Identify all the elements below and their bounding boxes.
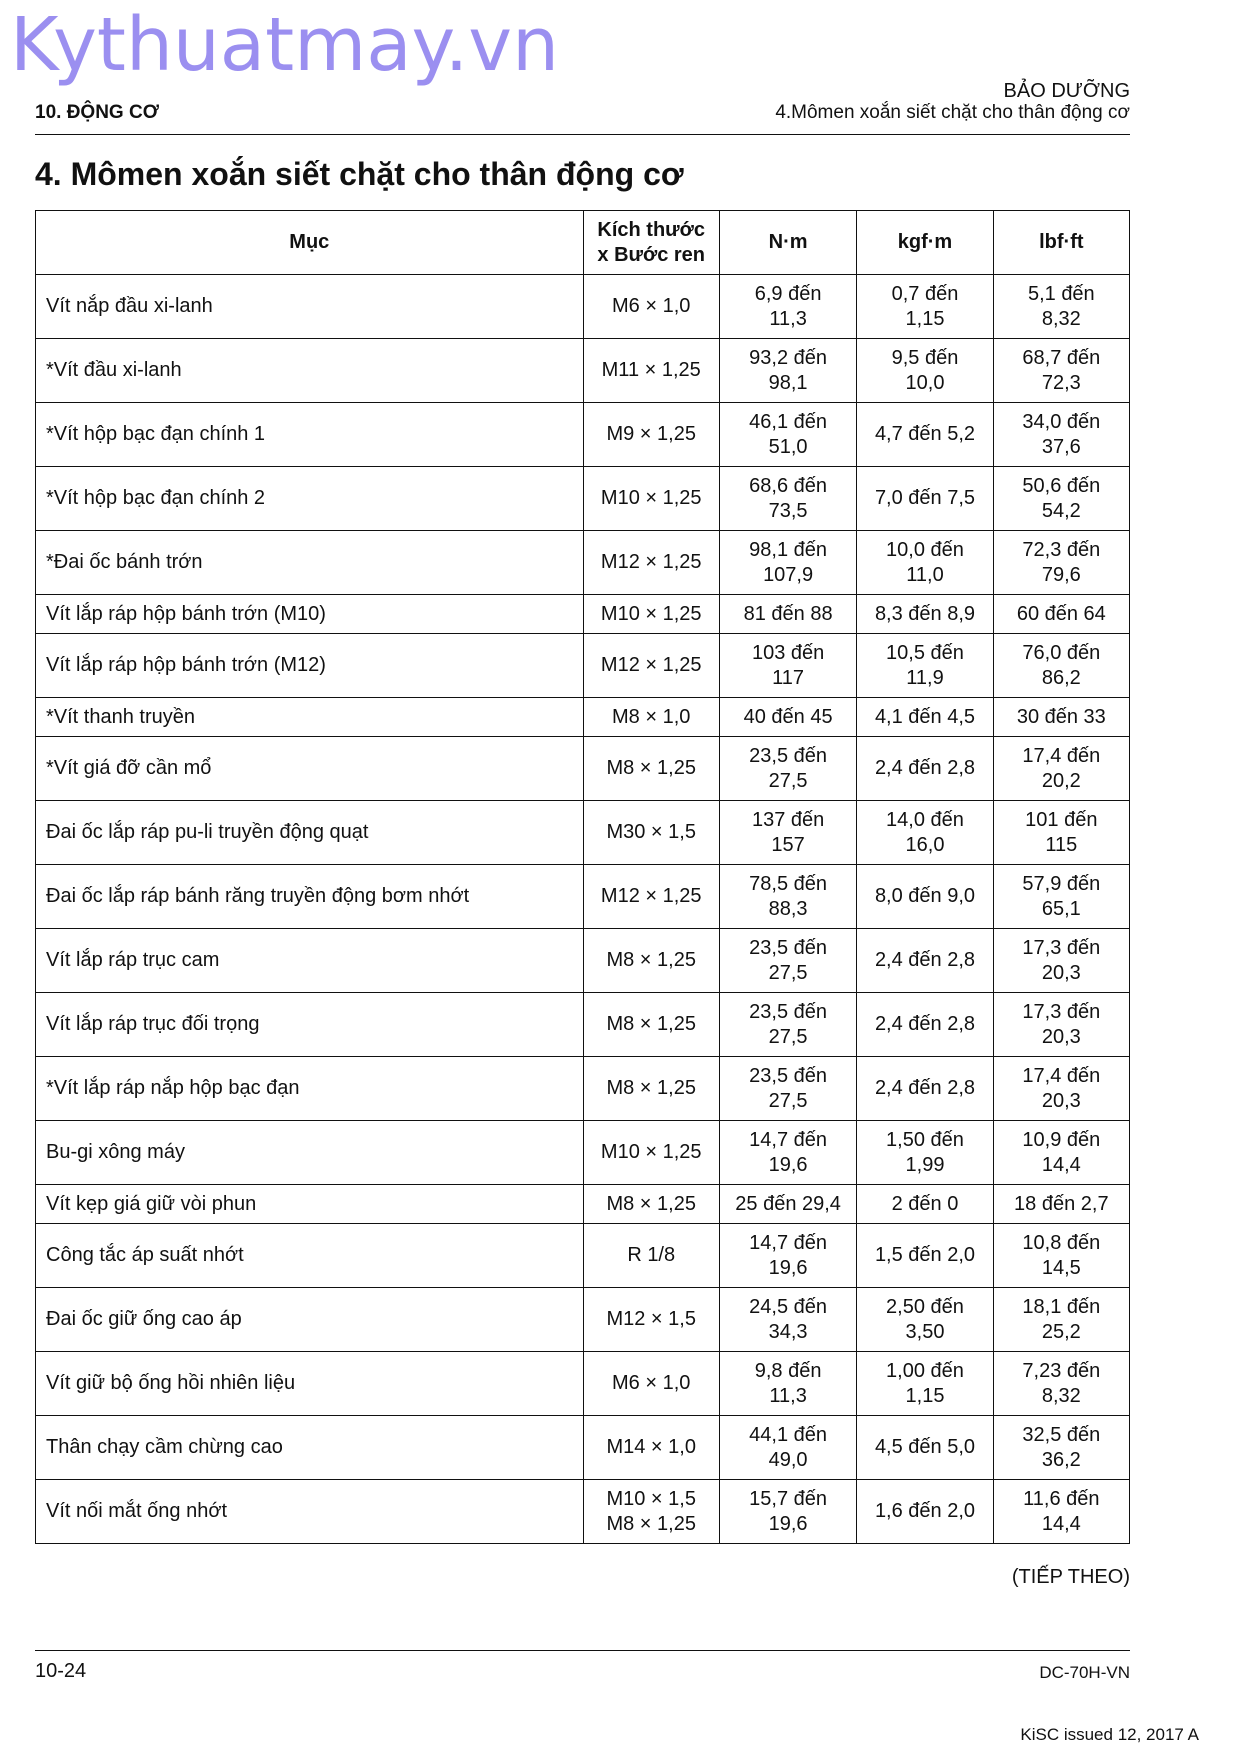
value-cell: 57,9 đến 65,1 bbox=[993, 865, 1129, 929]
value-cell: 23,5 đến 27,5 bbox=[719, 737, 856, 801]
value-cell: 32,5 đến 36,2 bbox=[993, 1416, 1129, 1480]
document-code: DC-70H-VN bbox=[1039, 1663, 1130, 1682]
column-header: Mục bbox=[36, 211, 584, 275]
value-cell: 17,3 đến 20,3 bbox=[993, 929, 1129, 993]
value-cell: 9,8 đến 11,3 bbox=[719, 1352, 856, 1416]
value-cell: 5,1 đến 8,32 bbox=[993, 275, 1129, 339]
value-cell: M8 × 1,25 bbox=[583, 929, 719, 993]
value-cell: 7,23 đến 8,32 bbox=[993, 1352, 1129, 1416]
value-cell: 15,7 đến 19,6 bbox=[719, 1480, 856, 1544]
item-name-cell: *Vít hộp bạc đạn chính 1 bbox=[36, 403, 584, 467]
value-cell: 34,0 đến 37,6 bbox=[993, 403, 1129, 467]
item-name-cell: Vít lắp ráp trục đối trọng bbox=[36, 993, 584, 1057]
value-cell: 103 đến 117 bbox=[719, 634, 856, 698]
value-cell: 76,0 đến 86,2 bbox=[993, 634, 1129, 698]
value-cell: M12 × 1,5 bbox=[583, 1288, 719, 1352]
value-cell: M12 × 1,25 bbox=[583, 634, 719, 698]
value-cell: 23,5 đến 27,5 bbox=[719, 929, 856, 993]
value-cell: 18,1 đến 25,2 bbox=[993, 1288, 1129, 1352]
issue-note: KiSC issued 12, 2017 A bbox=[1020, 1725, 1199, 1744]
value-cell: 8,0 đến 9,0 bbox=[857, 865, 993, 929]
item-name-cell: *Đai ốc bánh trớn bbox=[36, 531, 584, 595]
value-cell: 30 đến 33 bbox=[993, 698, 1129, 737]
value-cell: M10 × 1,25 bbox=[583, 595, 719, 634]
table-header-row bbox=[36, 211, 1130, 275]
value-cell: 1,50 đến 1,99 bbox=[857, 1121, 993, 1185]
value-cell: 23,5 đến 27,5 bbox=[719, 993, 856, 1057]
value-cell: 10,5 đến 11,9 bbox=[857, 634, 993, 698]
header-section: 10. ĐỘNG CƠ bbox=[35, 102, 159, 123]
column-header: N·m bbox=[719, 211, 856, 275]
item-name-cell: Vít nắp đầu xi-lanh bbox=[36, 275, 584, 339]
table-row bbox=[36, 634, 1130, 698]
value-cell: 40 đến 45 bbox=[719, 698, 856, 737]
value-cell: M6 × 1,0 bbox=[583, 275, 719, 339]
value-cell: 17,3 đến 20,3 bbox=[993, 993, 1129, 1057]
item-name-cell: *Vít hộp bạc đạn chính 2 bbox=[36, 467, 584, 531]
table-row bbox=[36, 1057, 1130, 1121]
value-cell: 50,6 đến 54,2 bbox=[993, 467, 1129, 531]
table-row bbox=[36, 1121, 1130, 1185]
value-cell: 1,6 đến 2,0 bbox=[857, 1480, 993, 1544]
value-cell: 10,8 đến 14,5 bbox=[993, 1224, 1129, 1288]
value-cell: R 1/8 bbox=[583, 1224, 719, 1288]
value-cell: M9 × 1,25 bbox=[583, 403, 719, 467]
page-title: 4. Mômen xoắn siết chặt cho thân động cơ bbox=[35, 156, 684, 192]
item-name-cell: Thân chạy cầm chừng cao bbox=[36, 1416, 584, 1480]
table-row bbox=[36, 339, 1130, 403]
value-cell: 10,0 đến 11,0 bbox=[857, 531, 993, 595]
table-body bbox=[36, 275, 1130, 1544]
value-cell: 44,1 đến 49,0 bbox=[719, 1416, 856, 1480]
value-cell: 2 đến 0 bbox=[857, 1185, 993, 1224]
value-cell: 17,4 đến 20,3 bbox=[993, 1057, 1129, 1121]
table-row bbox=[36, 531, 1130, 595]
torque-table bbox=[35, 210, 1130, 1544]
value-cell: 78,5 đến 88,3 bbox=[719, 865, 856, 929]
value-cell: 23,5 đến 27,5 bbox=[719, 1057, 856, 1121]
value-cell: 81 đến 88 bbox=[719, 595, 856, 634]
value-cell: 98,1 đến 107,9 bbox=[719, 531, 856, 595]
column-header: lbf·ft bbox=[993, 211, 1129, 275]
column-header: Kích thước x Bước ren bbox=[583, 211, 719, 275]
table-row bbox=[36, 1352, 1130, 1416]
value-cell: 8,3 đến 8,9 bbox=[857, 595, 993, 634]
item-name-cell: Đai ốc lắp ráp bánh răng truyền động bơm nhớt bbox=[36, 865, 584, 929]
value-cell: 68,6 đến 73,5 bbox=[719, 467, 856, 531]
value-cell: M10 × 1,5 M8 × 1,25 bbox=[583, 1480, 719, 1544]
value-cell: M12 × 1,25 bbox=[583, 865, 719, 929]
item-name-cell: Bu-gi xông máy bbox=[36, 1121, 584, 1185]
value-cell: M8 × 1,0 bbox=[583, 698, 719, 737]
value-cell: M8 × 1,25 bbox=[583, 737, 719, 801]
value-cell: M10 × 1,25 bbox=[583, 467, 719, 531]
item-name-cell: Công tắc áp suất nhớt bbox=[36, 1224, 584, 1288]
item-name-cell: *Vít lắp ráp nắp hộp bạc đạn bbox=[36, 1057, 584, 1121]
value-cell: 14,7 đến 19,6 bbox=[719, 1224, 856, 1288]
value-cell: M11 × 1,25 bbox=[583, 339, 719, 403]
header-category: BẢO DƯỠNG bbox=[1003, 80, 1130, 102]
column-header: kgf·m bbox=[857, 211, 993, 275]
value-cell: 2,4 đến 2,8 bbox=[857, 993, 993, 1057]
table-row bbox=[36, 993, 1130, 1057]
item-name-cell: *Vít giá đỡ cần mổ bbox=[36, 737, 584, 801]
item-name-cell: Vít kẹp giá giữ vòi phun bbox=[36, 1185, 584, 1224]
item-name-cell: Vít lắp ráp trục cam bbox=[36, 929, 584, 993]
continued-note: (TIẾP THEO) bbox=[1011, 1566, 1130, 1588]
value-cell: 101 đến 115 bbox=[993, 801, 1129, 865]
table-row bbox=[36, 467, 1130, 531]
value-cell: 4,5 đến 5,0 bbox=[857, 1416, 993, 1480]
value-cell: 24,5 đến 34,3 bbox=[719, 1288, 856, 1352]
value-cell: M10 × 1,25 bbox=[583, 1121, 719, 1185]
value-cell: 17,4 đến 20,2 bbox=[993, 737, 1129, 801]
value-cell: 10,9 đến 14,4 bbox=[993, 1121, 1129, 1185]
value-cell: M8 × 1,25 bbox=[583, 1057, 719, 1121]
table-row bbox=[36, 1224, 1130, 1288]
header-subtitle: 4.Mômen xoắn siết chặt cho thân động cơ bbox=[775, 102, 1130, 123]
table-row bbox=[36, 275, 1130, 339]
value-cell: 6,9 đến 11,3 bbox=[719, 275, 856, 339]
value-cell: M6 × 1,0 bbox=[583, 1352, 719, 1416]
footer-divider bbox=[35, 1650, 1130, 1651]
item-name-cell: *Vít đầu xi-lanh bbox=[36, 339, 584, 403]
value-cell: 4,7 đến 5,2 bbox=[857, 403, 993, 467]
value-cell: 2,4 đến 2,8 bbox=[857, 737, 993, 801]
value-cell: 11,6 đến 14,4 bbox=[993, 1480, 1129, 1544]
value-cell: 7,0 đến 7,5 bbox=[857, 467, 993, 531]
page-number: 10-24 bbox=[35, 1660, 87, 1682]
value-cell: 1,5 đến 2,0 bbox=[857, 1224, 993, 1288]
watermark: Kythuatmay.vn bbox=[10, 2, 560, 88]
item-name-cell: Vít lắp ráp hộp bánh trớn (M12) bbox=[36, 634, 584, 698]
item-name-cell: Đai ốc giữ ống cao áp bbox=[36, 1288, 584, 1352]
value-cell: 14,0 đến 16,0 bbox=[857, 801, 993, 865]
value-cell: 1,00 đến 1,15 bbox=[857, 1352, 993, 1416]
table-row bbox=[36, 1185, 1130, 1224]
item-name-cell: *Vít thanh truyền bbox=[36, 698, 584, 737]
table-row bbox=[36, 595, 1130, 634]
table-row bbox=[36, 1288, 1130, 1352]
value-cell: 4,1 đến 4,5 bbox=[857, 698, 993, 737]
value-cell: 2,4 đến 2,8 bbox=[857, 1057, 993, 1121]
table-row bbox=[36, 929, 1130, 993]
item-name-cell: Vít nối mắt ống nhớt bbox=[36, 1480, 584, 1544]
value-cell: 25 đến 29,4 bbox=[719, 1185, 856, 1224]
value-cell: 46,1 đến 51,0 bbox=[719, 403, 856, 467]
value-cell: M12 × 1,25 bbox=[583, 531, 719, 595]
header-divider bbox=[35, 134, 1130, 135]
table-row bbox=[36, 865, 1130, 929]
value-cell: 0,7 đến 1,15 bbox=[857, 275, 993, 339]
value-cell: 93,2 đến 98,1 bbox=[719, 339, 856, 403]
table-row bbox=[36, 801, 1130, 865]
value-cell: 137 đến 157 bbox=[719, 801, 856, 865]
table-row bbox=[36, 737, 1130, 801]
value-cell: 60 đến 64 bbox=[993, 595, 1129, 634]
table-row bbox=[36, 1480, 1130, 1544]
value-cell: 2,50 đến 3,50 bbox=[857, 1288, 993, 1352]
item-name-cell: Vít giữ bộ ống hồi nhiên liệu bbox=[36, 1352, 584, 1416]
value-cell: 9,5 đến 10,0 bbox=[857, 339, 993, 403]
value-cell: M30 × 1,5 bbox=[583, 801, 719, 865]
value-cell: M8 × 1,25 bbox=[583, 1185, 719, 1224]
value-cell: 68,7 đến 72,3 bbox=[993, 339, 1129, 403]
value-cell: M8 × 1,25 bbox=[583, 993, 719, 1057]
value-cell: 18 đến 2,7 bbox=[993, 1185, 1129, 1224]
table-row bbox=[36, 1416, 1130, 1480]
value-cell: M14 × 1,0 bbox=[583, 1416, 719, 1480]
value-cell: 72,3 đến 79,6 bbox=[993, 531, 1129, 595]
item-name-cell: Đai ốc lắp ráp pu-li truyền động quạt bbox=[36, 801, 584, 865]
table-row bbox=[36, 698, 1130, 737]
table-row bbox=[36, 403, 1130, 467]
value-cell: 14,7 đến 19,6 bbox=[719, 1121, 856, 1185]
item-name-cell: Vít lắp ráp hộp bánh trớn (M10) bbox=[36, 595, 584, 634]
value-cell: 2,4 đến 2,8 bbox=[857, 929, 993, 993]
